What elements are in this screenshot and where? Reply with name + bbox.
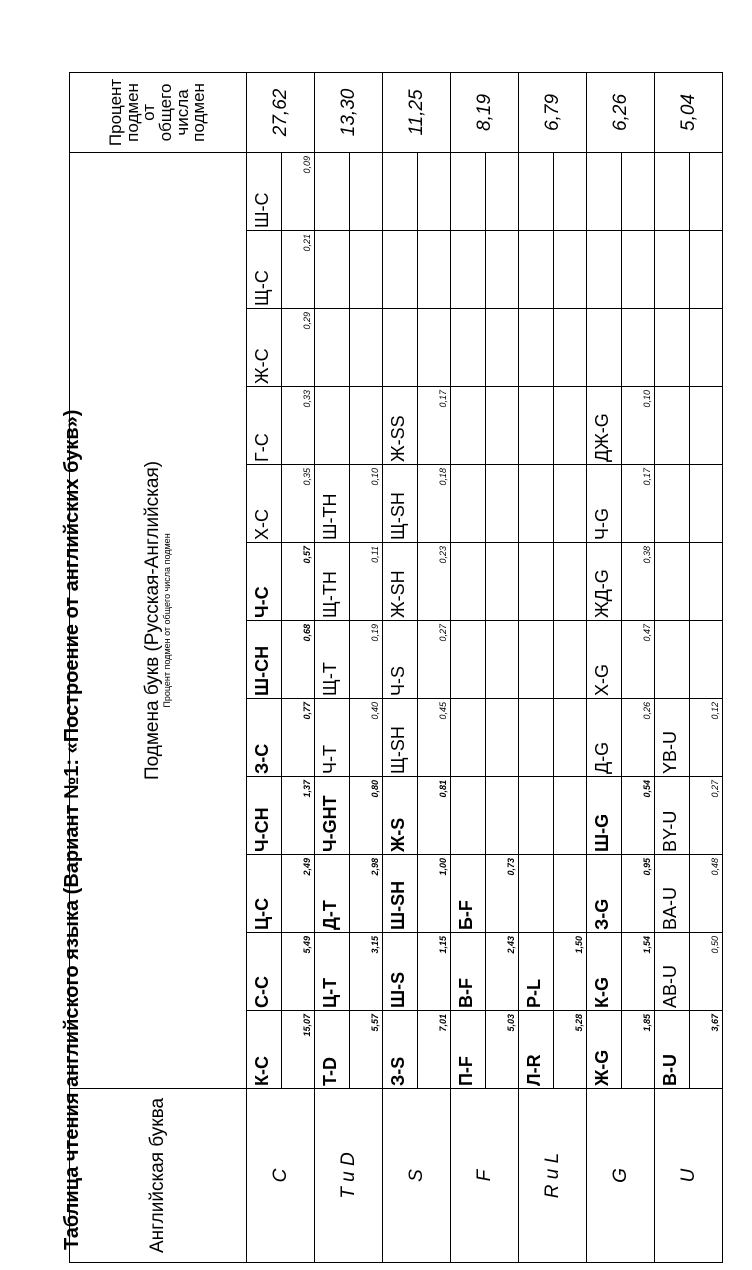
substitution-percent: 0,12 [710, 702, 720, 720]
cell-divider [689, 543, 690, 620]
substitution-cell [383, 387, 451, 465]
substitution-cell [519, 933, 587, 1011]
substitution-percent: 0,23 [438, 546, 448, 564]
substitution-percent: 0,33 [302, 390, 312, 408]
substitution-percent: 0,81 [438, 780, 448, 798]
english-letter-cell: S [383, 1089, 451, 1263]
cell-divider [621, 153, 622, 230]
substitution-label: Щ-SH [388, 726, 408, 774]
substitution-percent: 0,80 [370, 780, 380, 798]
substitution-label: Ч-CH [252, 807, 272, 852]
cell-divider [349, 153, 350, 230]
cell-divider [349, 855, 350, 932]
substitution-cell [383, 309, 451, 387]
cell-divider [349, 309, 350, 386]
table-row [655, 72, 723, 1262]
substitution-label: YB-U [660, 730, 680, 774]
substitution-header-title: Подмена букв (Русская-Английская) [142, 460, 164, 781]
substitution-percent: 5,03 [506, 1014, 516, 1032]
substitution-percent: 5,49 [302, 936, 312, 954]
substitution-label: Ч-GHT [320, 795, 340, 852]
substitution-percent: 1,50 [574, 936, 584, 954]
substitution-cell [247, 1011, 315, 1089]
percent-column-header: Процент подмен от общего числа подмен [70, 72, 247, 152]
cell-divider [485, 153, 486, 230]
substitution-cell [587, 465, 655, 543]
substitution-label: Ц-С [252, 897, 272, 930]
substitution-percent: 0,29 [302, 312, 312, 330]
cell-divider [485, 933, 486, 1010]
cell-divider [485, 699, 486, 776]
table-row [519, 72, 587, 1262]
english-letter-cell: R и L [519, 1089, 587, 1263]
substitution-label: Ч-G [592, 508, 612, 540]
substitution-percent: 1,54 [642, 936, 652, 954]
substitution-cell [315, 1011, 383, 1089]
substitution-cell [655, 621, 723, 699]
substitution-percent: 0,38 [642, 546, 652, 564]
cell-divider [485, 309, 486, 386]
substitution-label: AB-U [660, 964, 680, 1008]
substitution-percent: 0,57 [302, 546, 312, 564]
substitution-percent: 0,68 [302, 624, 312, 642]
substitution-cell [315, 777, 383, 855]
cell-divider [281, 621, 282, 698]
cell-divider [417, 855, 418, 932]
substitution-label: Щ-SH [388, 492, 408, 540]
substitution-percent: 3,67 [710, 1014, 720, 1032]
substitution-label: Ч-С [252, 586, 272, 618]
cell-divider [553, 543, 554, 620]
table-row [383, 72, 451, 1262]
substitution-cell [383, 1011, 451, 1089]
substitution-cell [587, 699, 655, 777]
substitution-header-subtitle: Процент подмен от общего числа подмен [162, 533, 173, 708]
substitution-cell [519, 309, 587, 387]
cell-divider [621, 621, 622, 698]
substitution-cell [655, 1011, 723, 1089]
substitution-cell [315, 699, 383, 777]
substitution-label: Х-G [592, 663, 612, 696]
substitution-percent: 3,15 [370, 936, 380, 954]
substitution-percent: 0,19 [370, 624, 380, 642]
substitution-label: Ш-С [252, 192, 272, 228]
cell-divider [349, 1011, 350, 1088]
letter-percent-cell: 6,79 [519, 72, 587, 152]
substitution-cell [519, 387, 587, 465]
substitution-cell [519, 855, 587, 933]
cell-divider [485, 543, 486, 620]
substitution-cell [247, 933, 315, 1011]
cell-divider [689, 621, 690, 698]
substitution-cell [315, 231, 383, 309]
substitution-cell [519, 465, 587, 543]
substitution-label: Ж-G [592, 1049, 612, 1086]
cell-divider [417, 153, 418, 230]
substitution-cell [315, 152, 383, 230]
substitution-label: Д-T [320, 900, 340, 930]
cell-divider [417, 777, 418, 854]
substitution-percent: 0,40 [370, 702, 380, 720]
substitution-percent: 1,15 [438, 936, 448, 954]
substitution-cell [587, 387, 655, 465]
substitution-percent: 0,17 [438, 390, 448, 408]
cell-divider [281, 465, 282, 542]
substitution-label: Щ-С [252, 270, 272, 306]
cell-divider [553, 855, 554, 932]
cell-divider [417, 933, 418, 1010]
substitution-percent: 0,10 [370, 468, 380, 486]
substitution-cell [383, 231, 451, 309]
cell-divider [349, 777, 350, 854]
substitution-label: T-D [320, 1057, 340, 1086]
letter-percent-cell: 11,25 [383, 72, 451, 152]
substitution-cell [519, 543, 587, 621]
substitution-cell [315, 465, 383, 543]
substitution-label: З-S [388, 1056, 408, 1086]
cell-divider [417, 231, 418, 308]
substitution-cell [451, 777, 519, 855]
cell-divider [485, 231, 486, 308]
substitution-label: BA-U [660, 886, 680, 930]
substitution-label: Б-F [456, 900, 476, 930]
page-title: Таблица чтения английского языка (Вариант №1: «Построение от английских букв») [61, 409, 83, 1250]
substitution-cell [383, 699, 451, 777]
substitution-label: Д-G [592, 741, 612, 774]
cell-divider [621, 387, 622, 464]
substitution-percent: 0,48 [710, 858, 720, 876]
cell-divider [689, 153, 690, 230]
substitution-label: Ж-S [388, 817, 408, 852]
substitution-cell [451, 309, 519, 387]
substitution-percent: 0,26 [642, 702, 652, 720]
cell-divider [417, 465, 418, 542]
cell-divider [349, 699, 350, 776]
substitution-percent: 0,21 [302, 234, 312, 252]
substitution-cell [383, 543, 451, 621]
substitution-cell [247, 543, 315, 621]
cell-divider [553, 309, 554, 386]
cell-divider [349, 465, 350, 542]
cell-divider [553, 465, 554, 542]
substitution-cell [655, 933, 723, 1011]
substitution-cell [383, 465, 451, 543]
substitution-cell [451, 933, 519, 1011]
substitution-percent: 0,45 [438, 702, 448, 720]
letter-percent-cell: 5,04 [655, 72, 723, 152]
cell-divider [621, 309, 622, 386]
substitution-cell [587, 152, 655, 230]
cell-divider [485, 465, 486, 542]
substitution-label: Ж-SS [388, 415, 408, 462]
substitution-cell [655, 152, 723, 230]
substitution-cell [247, 309, 315, 387]
cell-divider [553, 1011, 554, 1088]
substitution-cell [383, 777, 451, 855]
substitution-percent: 0,09 [302, 155, 312, 174]
substitution-cell [247, 152, 315, 230]
substitution-cell [315, 855, 383, 933]
substitution-cell [247, 699, 315, 777]
cell-divider [281, 1011, 282, 1088]
cell-divider [689, 855, 690, 932]
substitution-label: Л-R [524, 1054, 544, 1086]
english-letter-cell: G [587, 1089, 655, 1263]
substitution-cell [587, 231, 655, 309]
substitution-label: Ш-G [592, 813, 612, 852]
cell-divider [621, 231, 622, 308]
substitution-cell [451, 621, 519, 699]
cell-divider [485, 387, 486, 464]
english-letter-cell: F [451, 1089, 519, 1263]
substitution-label: Ш-TH [320, 493, 340, 540]
table-body [247, 72, 723, 1262]
substitution-label: Ж-С [252, 348, 272, 384]
cell-divider [689, 387, 690, 464]
substitution-cell [247, 621, 315, 699]
substitution-label: Ч-T [320, 745, 340, 774]
letter-percent-cell: 13,30 [315, 72, 383, 152]
substitution-cell [451, 855, 519, 933]
cell-divider [689, 465, 690, 542]
substitution-percent: 0,47 [642, 624, 652, 642]
substitution-cell [587, 933, 655, 1011]
substitution-cell [587, 621, 655, 699]
substitution-label: Р-L [524, 979, 544, 1008]
substitution-label: Ц-T [320, 977, 340, 1008]
table-row [247, 72, 315, 1262]
cell-divider [417, 309, 418, 386]
substitution-label: П-F [456, 1056, 476, 1086]
substitution-cell [383, 152, 451, 230]
substitution-percent: 15,07 [302, 1014, 312, 1037]
cell-divider [689, 699, 690, 776]
cell-divider [553, 699, 554, 776]
cell-divider [621, 777, 622, 854]
substitution-cell [247, 465, 315, 543]
substitution-cell [247, 855, 315, 933]
substitution-percent: 2,98 [370, 858, 380, 876]
substitution-percent: 0,18 [438, 468, 448, 486]
substitution-cell [519, 621, 587, 699]
cell-divider [553, 231, 554, 308]
substitution-cell [587, 309, 655, 387]
cell-divider [281, 777, 282, 854]
substitution-cell [451, 231, 519, 309]
substitution-percent: 5,57 [370, 1014, 380, 1032]
cell-divider [417, 621, 418, 698]
table-row [587, 72, 655, 1262]
cell-divider [485, 777, 486, 854]
substitution-cell [519, 152, 587, 230]
substitution-label: Ш-CH [252, 645, 272, 696]
substitution-label: ЖД-G [592, 569, 612, 618]
substitution-percent: 0,95 [642, 858, 652, 876]
cell-divider [621, 465, 622, 542]
cell-divider [553, 621, 554, 698]
substitution-cell [587, 777, 655, 855]
english-letter-cell: T и D [315, 1089, 383, 1263]
cell-divider [281, 855, 282, 932]
substitution-cell [655, 699, 723, 777]
substitution-cell [451, 152, 519, 230]
cell-divider [281, 309, 282, 386]
english-letter-cell: U [655, 1089, 723, 1263]
cell-divider [349, 933, 350, 1010]
substitution-label: К-G [592, 977, 612, 1008]
substitution-percent: 1,00 [438, 858, 448, 876]
table-row [451, 72, 519, 1262]
cell-divider [621, 543, 622, 620]
substitution-cell [383, 933, 451, 1011]
substitution-cell [315, 309, 383, 387]
cell-divider [621, 933, 622, 1010]
cell-divider [349, 231, 350, 308]
substitution-cell [519, 1011, 587, 1089]
substitution-label: BY-U [660, 810, 680, 852]
substitution-cell [587, 855, 655, 933]
letter-percent-cell: 6,26 [587, 72, 655, 152]
substitution-cell [247, 231, 315, 309]
substitution-percent: 0,11 [370, 546, 380, 563]
substitution-label: Ч-S [388, 666, 408, 696]
cell-divider [485, 1011, 486, 1088]
cell-divider [281, 153, 282, 230]
substitution-cell [247, 777, 315, 855]
letter-percent-cell: 27,62 [247, 72, 315, 152]
cell-divider [281, 543, 282, 620]
substitution-label: Х-С [252, 509, 272, 540]
substitution-percent: 0,27 [438, 624, 448, 642]
english-letter-cell: C [247, 1089, 315, 1263]
substitution-cell [383, 621, 451, 699]
table-row [315, 72, 383, 1262]
cell-divider [689, 1011, 690, 1088]
substitution-percent: 2,43 [506, 936, 516, 954]
cell-divider [281, 933, 282, 1010]
substitution-cell [451, 465, 519, 543]
substitution-percent: 7,01 [438, 1014, 448, 1032]
substitution-percent: 0,10 [642, 390, 652, 408]
substitution-label: Г-С [252, 433, 272, 462]
substitution-cell [451, 543, 519, 621]
substitution-cell [519, 699, 587, 777]
substitution-label: ДЖ-G [592, 413, 612, 462]
substitution-cell [315, 933, 383, 1011]
substitution-cell [655, 309, 723, 387]
cell-divider [553, 933, 554, 1010]
substitution-label: Ж-SH [388, 570, 408, 618]
cell-divider [689, 231, 690, 308]
substitution-label: В-U [660, 1054, 680, 1086]
substitution-cell [247, 387, 315, 465]
cell-divider [281, 699, 282, 776]
substitution-cell [519, 777, 587, 855]
cell-divider [553, 387, 554, 464]
substitution-cell [655, 543, 723, 621]
substitution-cell [655, 387, 723, 465]
substitution-label: С-С [252, 976, 272, 1008]
cell-divider [689, 933, 690, 1010]
cell-divider [485, 621, 486, 698]
cell-divider [621, 699, 622, 776]
substitution-percent: 0,27 [710, 780, 720, 798]
cell-divider [417, 387, 418, 464]
cell-divider [417, 543, 418, 620]
cell-divider [553, 153, 554, 230]
cell-divider [621, 1011, 622, 1088]
substitution-percent: 0,77 [302, 702, 312, 720]
substitution-cell [451, 1011, 519, 1089]
substitution-cell [315, 387, 383, 465]
substitution-label: З-G [592, 898, 612, 930]
substitution-percent: 0,35 [302, 468, 312, 486]
substitution-cell [315, 621, 383, 699]
substitution-percent: 0,50 [710, 936, 720, 954]
substitution-cell [451, 699, 519, 777]
cell-divider [553, 777, 554, 854]
table-header-row [70, 72, 247, 1262]
cell-divider [349, 543, 350, 620]
cell-divider [349, 621, 350, 698]
substitution-label: В-F [456, 978, 476, 1008]
substitution-cell [451, 387, 519, 465]
substitution-percent: 2,49 [302, 858, 312, 876]
substitution-cell [587, 1011, 655, 1089]
substitution-column-header [70, 152, 247, 1088]
substitution-percent: 0,54 [642, 780, 652, 798]
substitution-cell [519, 231, 587, 309]
substitution-cell [655, 855, 723, 933]
cell-divider [417, 699, 418, 776]
substitution-label: Щ-T [320, 662, 340, 696]
substitution-cell [655, 777, 723, 855]
substitution-label: Щ-TH [320, 571, 340, 618]
letter-column-header: Английская буква [70, 1089, 247, 1263]
substitution-percent: 0,17 [642, 468, 652, 486]
substitution-label: К-С [252, 1056, 272, 1086]
substitution-cell [655, 231, 723, 309]
substitution-percent: 5,28 [574, 1014, 584, 1032]
substitution-label: Ш-S [388, 971, 408, 1008]
letter-percent-cell: 8,19 [451, 72, 519, 152]
substitution-percent: 0,73 [506, 858, 516, 876]
cell-divider [281, 231, 282, 308]
substitution-label: З-С [252, 743, 272, 774]
cell-divider [689, 309, 690, 386]
substitution-table [69, 72, 723, 1263]
substitution-percent: 1,37 [302, 780, 312, 798]
substitution-cell [587, 543, 655, 621]
substitution-cell [655, 465, 723, 543]
cell-divider [281, 387, 282, 464]
substitution-percent: 1,85 [642, 1014, 652, 1032]
cell-divider [485, 855, 486, 932]
substitution-label: Ш-SH [388, 880, 408, 930]
cell-divider [689, 777, 690, 854]
substitution-cell [315, 543, 383, 621]
cell-divider [621, 855, 622, 932]
cell-divider [349, 387, 350, 464]
substitution-cell [383, 855, 451, 933]
cell-divider [417, 1011, 418, 1088]
